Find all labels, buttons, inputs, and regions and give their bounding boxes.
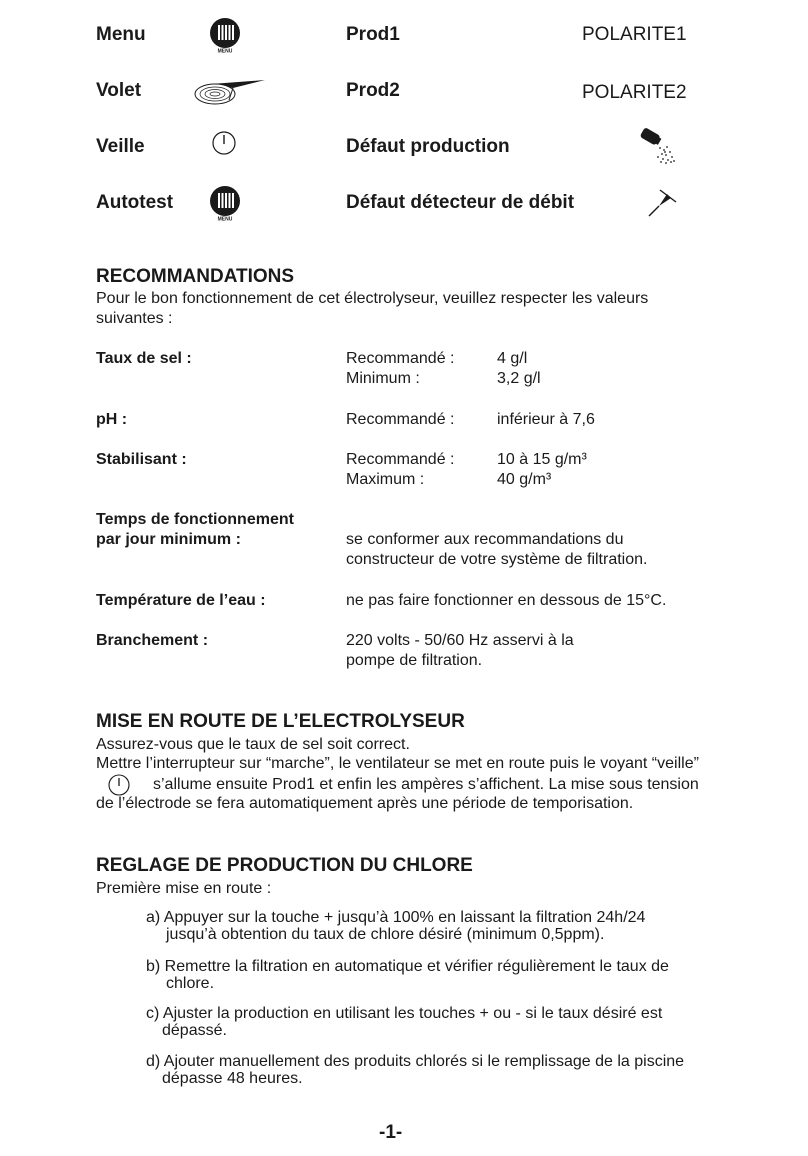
taux-sel-rec-value: 4 g/l [497,350,528,367]
legend-volet-label: Volet [96,80,142,101]
stabilisant-rec-value: 10 à 15 g/m³ [497,451,587,468]
list-item: b) Remettre la filtration en automatique et vérifier régulièrement le taux de chlore. [146,958,669,992]
taux-sel-min-label: Minimum : [346,370,420,387]
list-item: c) Ajuster la production en utilisant les touches + ou - si le taux désiré est dépassé. [146,1005,663,1039]
temps-label-1: Temps de fonctionnement [96,511,294,528]
menu-icon [209,17,241,58]
legend-veille-label: Veille [96,136,145,157]
legend-prod2-label: Prod2 [346,80,400,101]
reglage-intro: Première mise en route : [96,880,272,897]
stabilisant-rec-label: Recommandé : [346,451,455,468]
menu-icon [209,185,241,226]
list-item: d) Ajouter manuellement des produits chlorés si le remplissage de la piscine dépasse 48 heures. [146,1053,685,1087]
temps-label-2: par jour minimum : [96,531,241,548]
stabilisant-label: Stabilisant : [96,451,187,468]
recommandations-title: RECOMMANDATIONS [96,266,295,287]
salt-shaker-icon [636,126,680,171]
legend-defaut-production-label: Défaut production [346,136,510,157]
mise-en-route-line-1: Assurez-vous que le taux de sel soit correct. [96,736,410,753]
branchement-value-1: 220 volts - 50/60 Hz asservi à la [346,632,574,649]
temperature-label: Température de l’eau : [96,592,266,609]
branchement-value-2: pompe de filtration. [346,652,483,669]
legend-menu-label: Menu [96,24,146,45]
menu-icon-text: MENU [217,48,233,53]
ph-rec-value: inférieur à 7,6 [497,411,595,428]
mise-en-route-line-4: de l’électrode se fera automatiquement après une période de temporisation. [96,795,634,812]
legend-defaut-debit-label: Défaut détecteur de débit [346,192,575,213]
legend-prod1-code: POLARITE1 [582,24,687,45]
mise-en-route-line-2: Mettre l’interrupteur sur “marche”, le ventilateur se met en route puis le voyant “veille” [96,755,699,772]
temperature-value: ne pas faire fonctionner en dessous de 15°C. [346,592,667,609]
taux-sel-label: Taux de sel : [96,350,192,367]
pool-cover-icon [193,76,267,113]
ph-label: pH : [96,411,128,428]
ph-rec-label: Recommandé : [346,411,455,428]
temps-value-2: constructeur de votre système de filtration. [346,551,648,568]
page-number: -1- [379,1122,403,1143]
branchement-label: Branchement : [96,632,209,649]
legend-prod1-label: Prod1 [346,24,400,45]
taux-sel-min-value: 3,2 g/l [497,370,541,387]
reglage-title: REGLAGE DE PRODUCTION DU CHLORE [96,855,473,876]
taux-sel-rec-label: Recommandé : [346,350,455,367]
list-item: a) Appuyer sur la touche + jusqu’à 100% en laissant la filtration 24h/24 jusqu’à obtention du taux de chlore désiré (minimum 0,5ppm). [146,909,646,943]
legend-autotest-label: Autotest [96,192,174,213]
menu-icon-text: MENU [217,216,233,221]
power-icon [211,130,237,161]
flow-detector-icon [645,186,679,225]
recommandations-intro: Pour le bon fonctionnement de cet électrolyseur, veuillez respecter les valeurs suivantes : [96,290,649,327]
stabilisant-max-label: Maximum : [346,471,425,488]
legend-prod2-code: POLARITE2 [582,82,687,103]
stabilisant-max-value: 40 g/m³ [497,471,552,488]
mise-en-route-title: MISE EN ROUTE DE L’ELECTROLYSEUR [96,711,465,732]
temps-value-1: se conformer aux recommandations du [346,531,624,548]
mise-en-route-line-3: s’allume ensuite Prod1 et enfin les ampères s’affichent. La mise sous tension [153,776,699,793]
